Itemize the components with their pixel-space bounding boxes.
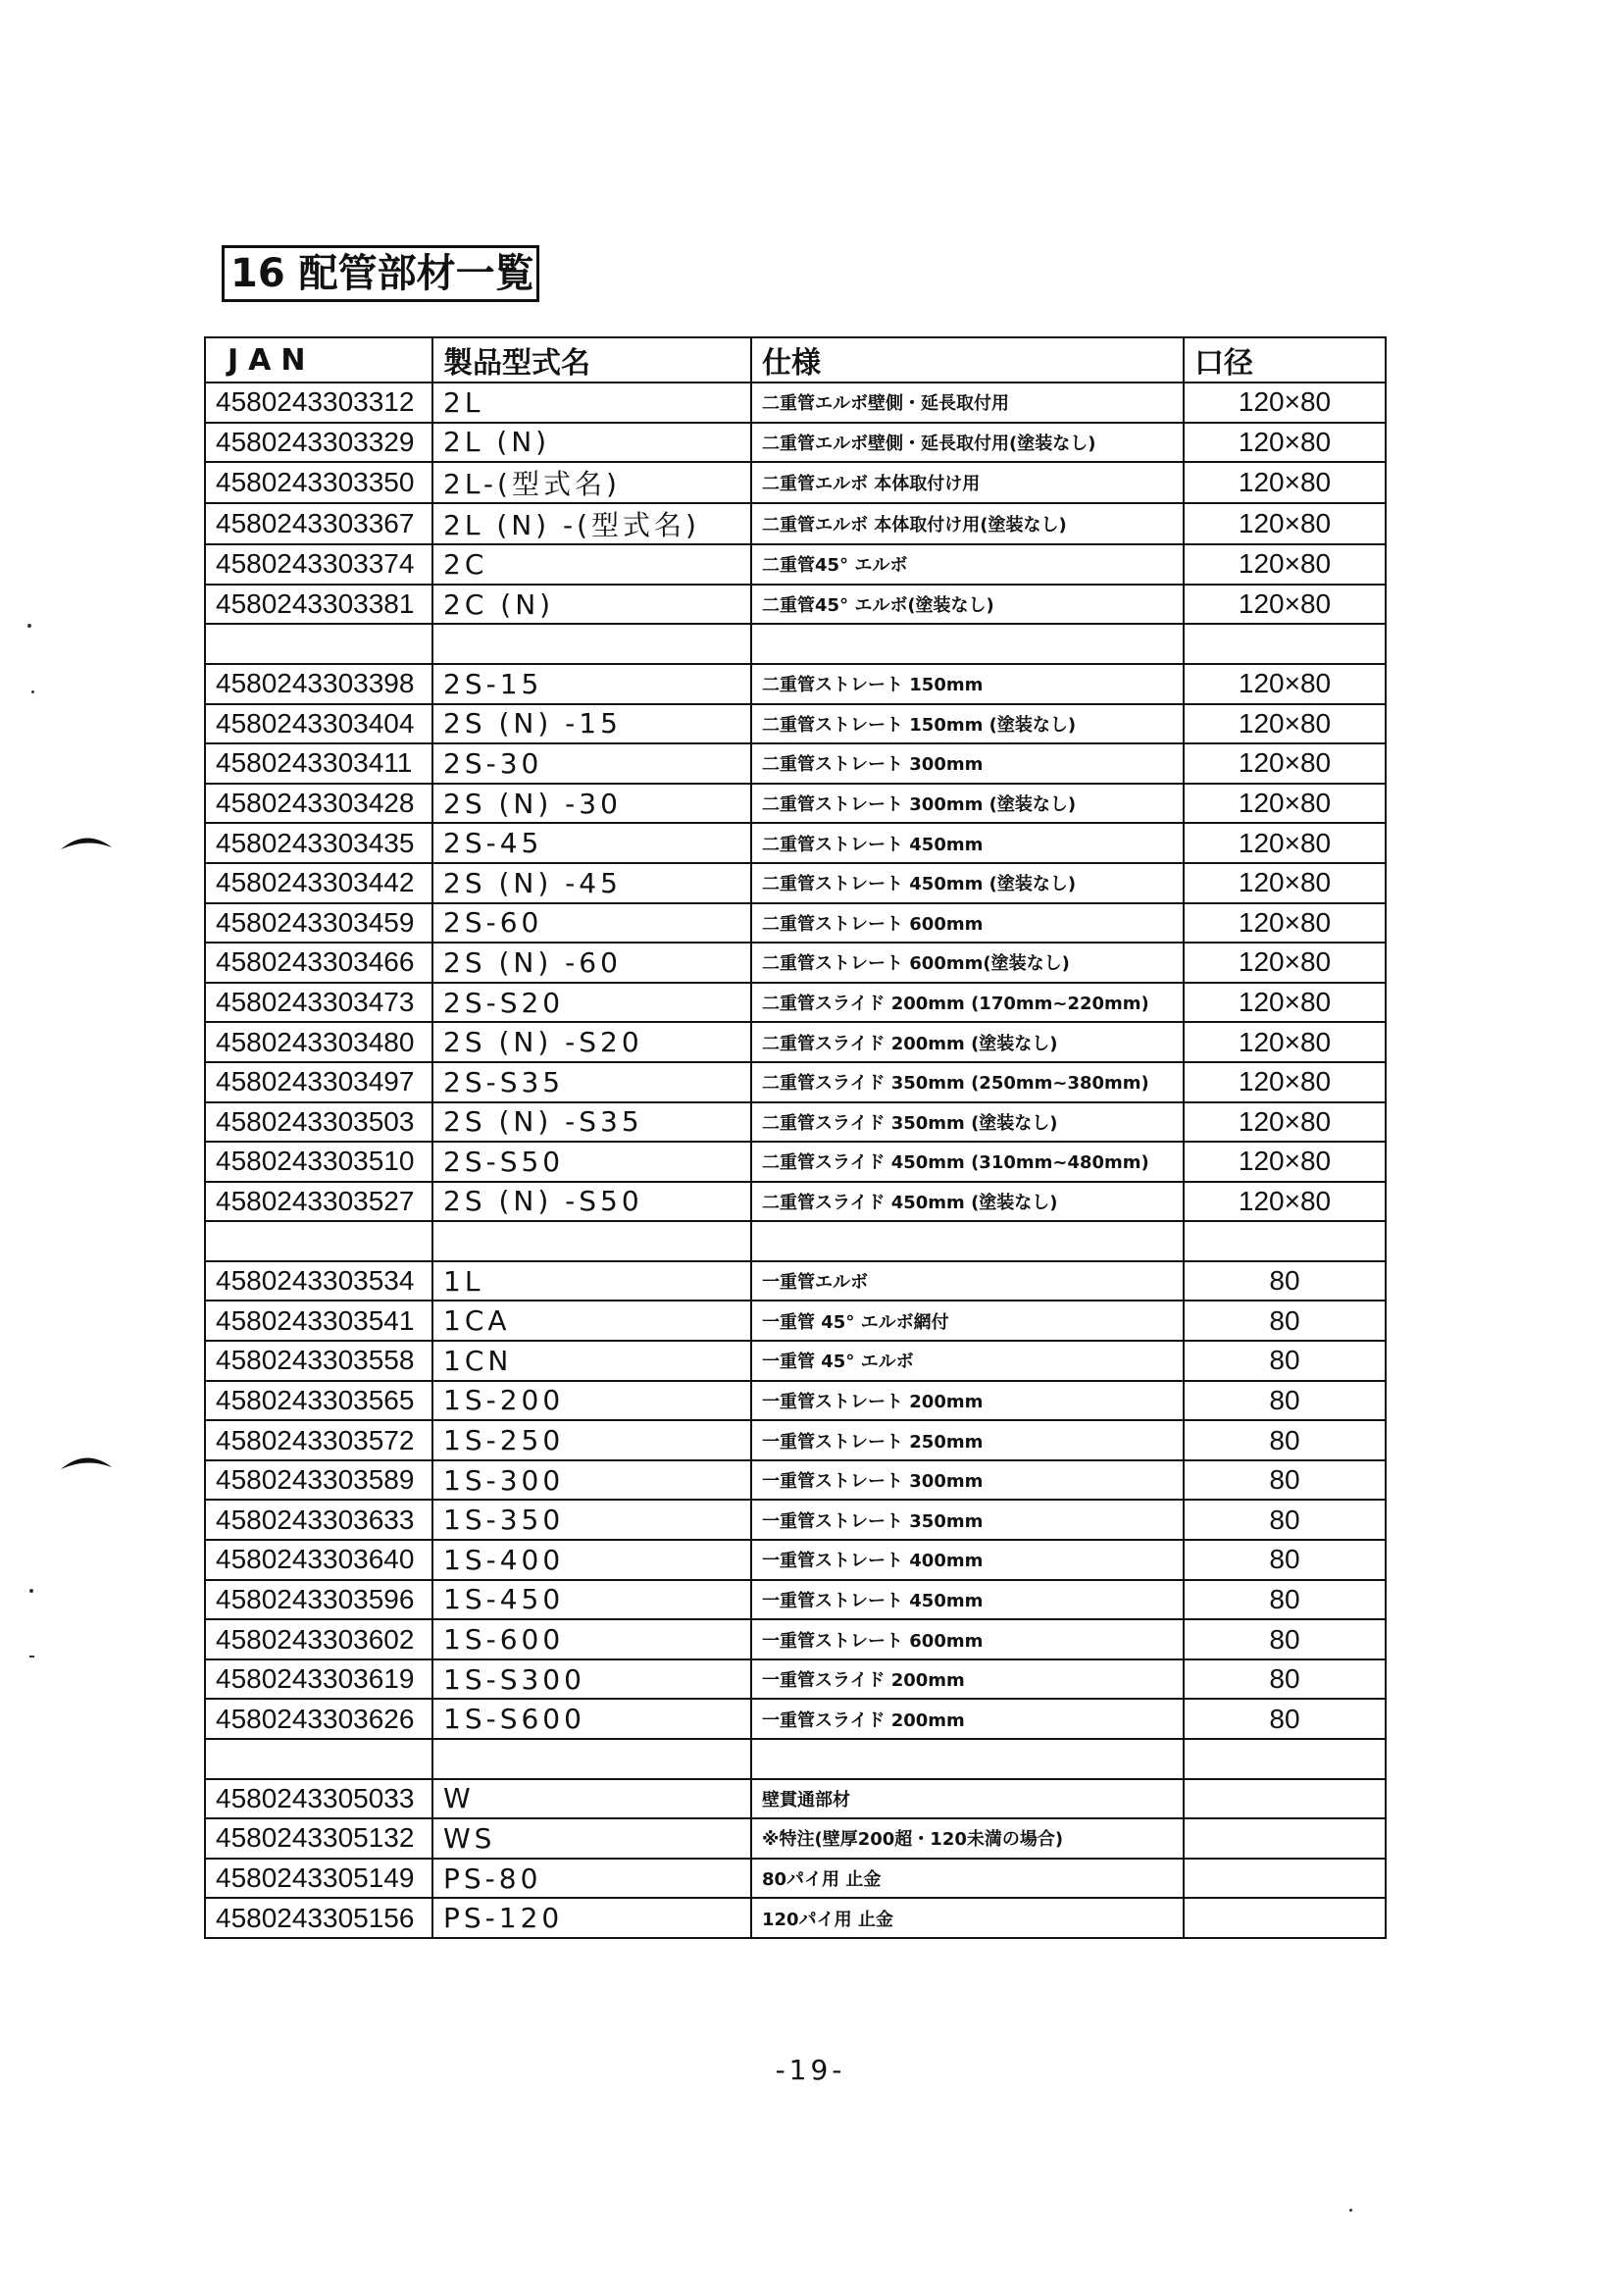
diameter-cell: 120×80 bbox=[1184, 983, 1386, 1023]
spec-cell: 二重管ストレート 600mm(塗装なし) bbox=[751, 943, 1184, 983]
jan-cell bbox=[205, 624, 432, 664]
table-row bbox=[205, 1102, 1386, 1143]
diameter-cell: 120×80 bbox=[1184, 784, 1386, 824]
spec-cell: 一重管ストレート 450mm bbox=[751, 1580, 1184, 1620]
table-row bbox=[205, 823, 1386, 863]
spec-cell: 二重管ストレート 600mm bbox=[751, 903, 1184, 944]
jan-cell: 4580243303510 bbox=[205, 1142, 432, 1182]
jan-cell: 4580243303497 bbox=[205, 1062, 432, 1102]
table-row bbox=[205, 1779, 1386, 1819]
diameter-cell: 120×80 bbox=[1184, 743, 1386, 784]
diameter-cell bbox=[1184, 1898, 1386, 1938]
diameter-cell: 120×80 bbox=[1184, 863, 1386, 903]
scan-mark-2 bbox=[59, 1452, 114, 1471]
model-cell: 2S (N) -S20 bbox=[432, 1022, 751, 1062]
table-row bbox=[205, 1022, 1386, 1062]
diameter-cell: 120×80 bbox=[1184, 585, 1386, 625]
spec-cell: 二重管スライド 450mm (塗装なし) bbox=[751, 1182, 1184, 1222]
table-row bbox=[205, 983, 1386, 1023]
model-cell: 1S-450 bbox=[432, 1580, 751, 1620]
jan-cell: 4580243303442 bbox=[205, 863, 432, 903]
jan-cell bbox=[205, 1739, 432, 1779]
table-row bbox=[205, 1460, 1386, 1501]
spec-cell: 二重管エルボ壁側・延長取付用 bbox=[751, 383, 1184, 423]
diameter-cell: 120×80 bbox=[1184, 462, 1386, 503]
table-row bbox=[205, 1381, 1386, 1421]
spec-cell: 二重管45° エルボ bbox=[751, 544, 1184, 585]
table-row bbox=[205, 585, 1386, 625]
model-cell: W bbox=[432, 1779, 751, 1819]
table-row bbox=[205, 544, 1386, 585]
jan-cell: 4580243305033 bbox=[205, 1779, 432, 1819]
page-number: -19- bbox=[775, 2054, 846, 2086]
jan-cell: 4580243303374 bbox=[205, 544, 432, 585]
table-row bbox=[205, 784, 1386, 824]
spec-cell bbox=[751, 624, 1184, 664]
jan-cell: 4580243303350 bbox=[205, 462, 432, 503]
jan-cell: 4580243303398 bbox=[205, 664, 432, 704]
spec-cell: 二重管ストレート 150mm (塗装なし) bbox=[751, 704, 1184, 744]
diameter-cell: 120×80 bbox=[1184, 1062, 1386, 1102]
header-diameter: 口径 bbox=[1184, 337, 1386, 383]
model-cell bbox=[432, 1739, 751, 1779]
model-cell: 1S-300 bbox=[432, 1460, 751, 1501]
jan-cell: 4580243305149 bbox=[205, 1859, 432, 1899]
diameter-cell: 80 bbox=[1184, 1460, 1386, 1501]
spec-cell: 120パイ用 止金 bbox=[751, 1898, 1184, 1938]
spec-cell: 二重管ストレート 450mm (塗装なし) bbox=[751, 863, 1184, 903]
jan-cell: 4580243303312 bbox=[205, 383, 432, 423]
model-cell: 2S (N) -S35 bbox=[432, 1102, 751, 1143]
header-spec: 仕様 bbox=[751, 337, 1184, 383]
spec-cell: 二重管エルボ壁側・延長取付用(塗装なし) bbox=[751, 423, 1184, 463]
spec-cell: 一重管スライド 200mm bbox=[751, 1699, 1184, 1739]
diameter-cell: 80 bbox=[1184, 1699, 1386, 1739]
jan-cell: 4580243303367 bbox=[205, 503, 432, 544]
jan-cell: 4580243303558 bbox=[205, 1341, 432, 1381]
jan-cell: 4580243303435 bbox=[205, 823, 432, 863]
model-cell: 2S (N) -30 bbox=[432, 784, 751, 824]
jan-cell: 4580243305156 bbox=[205, 1898, 432, 1938]
model-cell: 2S-30 bbox=[432, 743, 751, 784]
scan-dot-5 bbox=[1349, 2209, 1352, 2212]
table-row bbox=[205, 1580, 1386, 1620]
jan-cell: 4580243303534 bbox=[205, 1261, 432, 1301]
model-cell: PS-120 bbox=[432, 1898, 751, 1938]
jan-cell: 4580243303633 bbox=[205, 1500, 432, 1540]
scan-dot-2 bbox=[31, 690, 34, 693]
model-cell: 2L (N) -(型式名) bbox=[432, 503, 751, 544]
diameter-cell: 80 bbox=[1184, 1381, 1386, 1421]
jan-cell: 4580243303602 bbox=[205, 1619, 432, 1659]
table-row bbox=[205, 1859, 1386, 1899]
jan-cell: 4580243303428 bbox=[205, 784, 432, 824]
spec-cell: 二重管スライド 350mm (塗装なし) bbox=[751, 1102, 1184, 1143]
scan-dot-1 bbox=[27, 624, 31, 628]
model-cell: 1S-400 bbox=[432, 1540, 751, 1580]
scan-dot-4 bbox=[29, 1656, 34, 1658]
spec-cell: ※特注(壁厚200超・120未満の場合) bbox=[751, 1818, 1184, 1859]
table-row bbox=[205, 1540, 1386, 1580]
jan-cell: 4580243303329 bbox=[205, 423, 432, 463]
model-cell: 1S-S600 bbox=[432, 1699, 751, 1739]
jan-cell: 4580243303411 bbox=[205, 743, 432, 784]
jan-cell bbox=[205, 1221, 432, 1261]
diameter-cell: 80 bbox=[1184, 1341, 1386, 1381]
table-row bbox=[205, 462, 1386, 503]
spec-cell: 二重管エルボ 本体取付け用 bbox=[751, 462, 1184, 503]
diameter-cell: 80 bbox=[1184, 1659, 1386, 1700]
table-row bbox=[205, 664, 1386, 704]
table-row bbox=[205, 1261, 1386, 1301]
model-cell: 2S (N) -60 bbox=[432, 943, 751, 983]
spec-cell: 二重管ストレート 300mm (塗装なし) bbox=[751, 784, 1184, 824]
diameter-cell: 120×80 bbox=[1184, 1022, 1386, 1062]
table-row bbox=[205, 383, 1386, 423]
spec-cell: 二重管スライド 200mm (塗装なし) bbox=[751, 1022, 1184, 1062]
spec-cell: 一重管ストレート 200mm bbox=[751, 1381, 1184, 1421]
spec-cell: 二重管スライド 350mm (250mm~380mm) bbox=[751, 1062, 1184, 1102]
spec-cell: 一重管ストレート 350mm bbox=[751, 1500, 1184, 1540]
table-row bbox=[205, 1420, 1386, 1460]
table-row bbox=[205, 1062, 1386, 1102]
model-cell: 1S-200 bbox=[432, 1381, 751, 1421]
jan-cell: 4580243303404 bbox=[205, 704, 432, 744]
diameter-cell: 80 bbox=[1184, 1540, 1386, 1580]
jan-cell: 4580243303596 bbox=[205, 1580, 432, 1620]
header-model: 製品型式名 bbox=[432, 337, 751, 383]
model-cell: 2L bbox=[432, 383, 751, 423]
table-row bbox=[205, 1739, 1386, 1779]
diameter-cell bbox=[1184, 624, 1386, 664]
jan-cell: 4580243303619 bbox=[205, 1659, 432, 1700]
model-cell: 1CA bbox=[432, 1301, 751, 1341]
table-row bbox=[205, 1898, 1386, 1938]
model-cell: 1S-600 bbox=[432, 1619, 751, 1659]
table-row bbox=[205, 1659, 1386, 1700]
diameter-cell: 120×80 bbox=[1184, 823, 1386, 863]
diameter-cell: 120×80 bbox=[1184, 383, 1386, 423]
parts-table bbox=[204, 336, 1387, 1939]
jan-cell: 4580243305132 bbox=[205, 1818, 432, 1859]
jan-cell: 4580243303381 bbox=[205, 585, 432, 625]
table-row bbox=[205, 1699, 1386, 1739]
spec-cell: 二重管エルボ 本体取付け用(塗装なし) bbox=[751, 503, 1184, 544]
jan-cell: 4580243303640 bbox=[205, 1540, 432, 1580]
model-cell: 2S (N) -45 bbox=[432, 863, 751, 903]
table-header-row bbox=[205, 337, 1386, 383]
table-row bbox=[205, 943, 1386, 983]
diameter-cell: 120×80 bbox=[1184, 1102, 1386, 1143]
page-title: 16 配管部材一覧 bbox=[222, 245, 539, 302]
diameter-cell: 120×80 bbox=[1184, 503, 1386, 544]
table-row bbox=[205, 1619, 1386, 1659]
diameter-cell bbox=[1184, 1859, 1386, 1899]
jan-cell: 4580243303480 bbox=[205, 1022, 432, 1062]
model-cell: WS bbox=[432, 1818, 751, 1859]
table-row bbox=[205, 423, 1386, 463]
diameter-cell: 80 bbox=[1184, 1301, 1386, 1341]
spec-cell: 一重管 45° エルボ網付 bbox=[751, 1301, 1184, 1341]
table-row bbox=[205, 1500, 1386, 1540]
model-cell: 2S-S35 bbox=[432, 1062, 751, 1102]
spec-cell: 二重管スライド 450mm (310mm~480mm) bbox=[751, 1142, 1184, 1182]
model-cell: 2L-(型式名) bbox=[432, 462, 751, 503]
diameter-cell bbox=[1184, 1739, 1386, 1779]
spec-cell bbox=[751, 1221, 1184, 1261]
model-cell: 2C (N) bbox=[432, 585, 751, 625]
spec-cell: 二重管ストレート 300mm bbox=[751, 743, 1184, 784]
spec-cell bbox=[751, 1739, 1184, 1779]
model-cell bbox=[432, 624, 751, 664]
jan-cell: 4580243303473 bbox=[205, 983, 432, 1023]
table-row bbox=[205, 704, 1386, 744]
model-cell: 2S (N) -S50 bbox=[432, 1182, 751, 1222]
diameter-cell: 120×80 bbox=[1184, 1142, 1386, 1182]
table-row bbox=[205, 1301, 1386, 1341]
header-jan: JAN bbox=[205, 337, 432, 383]
diameter-cell: 80 bbox=[1184, 1420, 1386, 1460]
jan-cell: 4580243303626 bbox=[205, 1699, 432, 1739]
spec-cell: 一重管 45° エルボ bbox=[751, 1341, 1184, 1381]
model-cell: 2C bbox=[432, 544, 751, 585]
spec-cell: 二重管スライド 200mm (170mm~220mm) bbox=[751, 983, 1184, 1023]
model-cell: 1L bbox=[432, 1261, 751, 1301]
diameter-cell: 80 bbox=[1184, 1500, 1386, 1540]
spec-cell: 一重管ストレート 250mm bbox=[751, 1420, 1184, 1460]
table-row bbox=[205, 1341, 1386, 1381]
model-cell: 2S (N) -15 bbox=[432, 704, 751, 744]
jan-cell: 4580243303541 bbox=[205, 1301, 432, 1341]
spec-cell: 二重管45° エルボ(塗装なし) bbox=[751, 585, 1184, 625]
model-cell bbox=[432, 1221, 751, 1261]
diameter-cell: 120×80 bbox=[1184, 664, 1386, 704]
model-cell: 2S-S20 bbox=[432, 983, 751, 1023]
model-cell: 2S-45 bbox=[432, 823, 751, 863]
model-cell: PS-80 bbox=[432, 1859, 751, 1899]
jan-cell: 4580243303503 bbox=[205, 1102, 432, 1143]
table-row bbox=[205, 1142, 1386, 1182]
model-cell: 1S-S300 bbox=[432, 1659, 751, 1700]
diameter-cell: 80 bbox=[1184, 1580, 1386, 1620]
table-row bbox=[205, 903, 1386, 944]
table-row bbox=[205, 743, 1386, 784]
diameter-cell bbox=[1184, 1221, 1386, 1261]
spec-cell: 80パイ用 止金 bbox=[751, 1859, 1184, 1899]
jan-cell: 4580243303589 bbox=[205, 1460, 432, 1501]
diameter-cell: 120×80 bbox=[1184, 544, 1386, 585]
table-row bbox=[205, 1182, 1386, 1222]
jan-cell: 4580243303459 bbox=[205, 903, 432, 944]
table-row bbox=[205, 503, 1386, 544]
scan-mark-1 bbox=[59, 832, 114, 851]
model-cell: 1S-350 bbox=[432, 1500, 751, 1540]
jan-cell: 4580243303565 bbox=[205, 1381, 432, 1421]
model-cell: 2S-60 bbox=[432, 903, 751, 944]
table-row bbox=[205, 624, 1386, 664]
diameter-cell: 120×80 bbox=[1184, 903, 1386, 944]
spec-cell: 二重管ストレート 450mm bbox=[751, 823, 1184, 863]
diameter-cell: 120×80 bbox=[1184, 704, 1386, 744]
jan-cell: 4580243303572 bbox=[205, 1420, 432, 1460]
spec-cell: 一重管ストレート 600mm bbox=[751, 1619, 1184, 1659]
diameter-cell bbox=[1184, 1779, 1386, 1819]
jan-cell: 4580243303527 bbox=[205, 1182, 432, 1222]
model-cell: 2S-15 bbox=[432, 664, 751, 704]
model-cell: 2S-S50 bbox=[432, 1142, 751, 1182]
scan-dot-3 bbox=[29, 1589, 33, 1593]
spec-cell: 一重管エルボ bbox=[751, 1261, 1184, 1301]
spec-cell: 一重管ストレート 400mm bbox=[751, 1540, 1184, 1580]
diameter-cell bbox=[1184, 1818, 1386, 1859]
diameter-cell: 120×80 bbox=[1184, 943, 1386, 983]
model-cell: 2L (N) bbox=[432, 423, 751, 463]
spec-cell: 一重管スライド 200mm bbox=[751, 1659, 1184, 1700]
table-row bbox=[205, 1818, 1386, 1859]
spec-cell: 壁貫通部材 bbox=[751, 1779, 1184, 1819]
jan-cell: 4580243303466 bbox=[205, 943, 432, 983]
spec-cell: 一重管ストレート 300mm bbox=[751, 1460, 1184, 1501]
diameter-cell: 120×80 bbox=[1184, 423, 1386, 463]
spec-cell: 二重管ストレート 150mm bbox=[751, 664, 1184, 704]
table-row bbox=[205, 1221, 1386, 1261]
model-cell: 1S-250 bbox=[432, 1420, 751, 1460]
diameter-cell: 80 bbox=[1184, 1261, 1386, 1301]
diameter-cell: 120×80 bbox=[1184, 1182, 1386, 1222]
diameter-cell: 80 bbox=[1184, 1619, 1386, 1659]
table-row bbox=[205, 863, 1386, 903]
model-cell: 1CN bbox=[432, 1341, 751, 1381]
